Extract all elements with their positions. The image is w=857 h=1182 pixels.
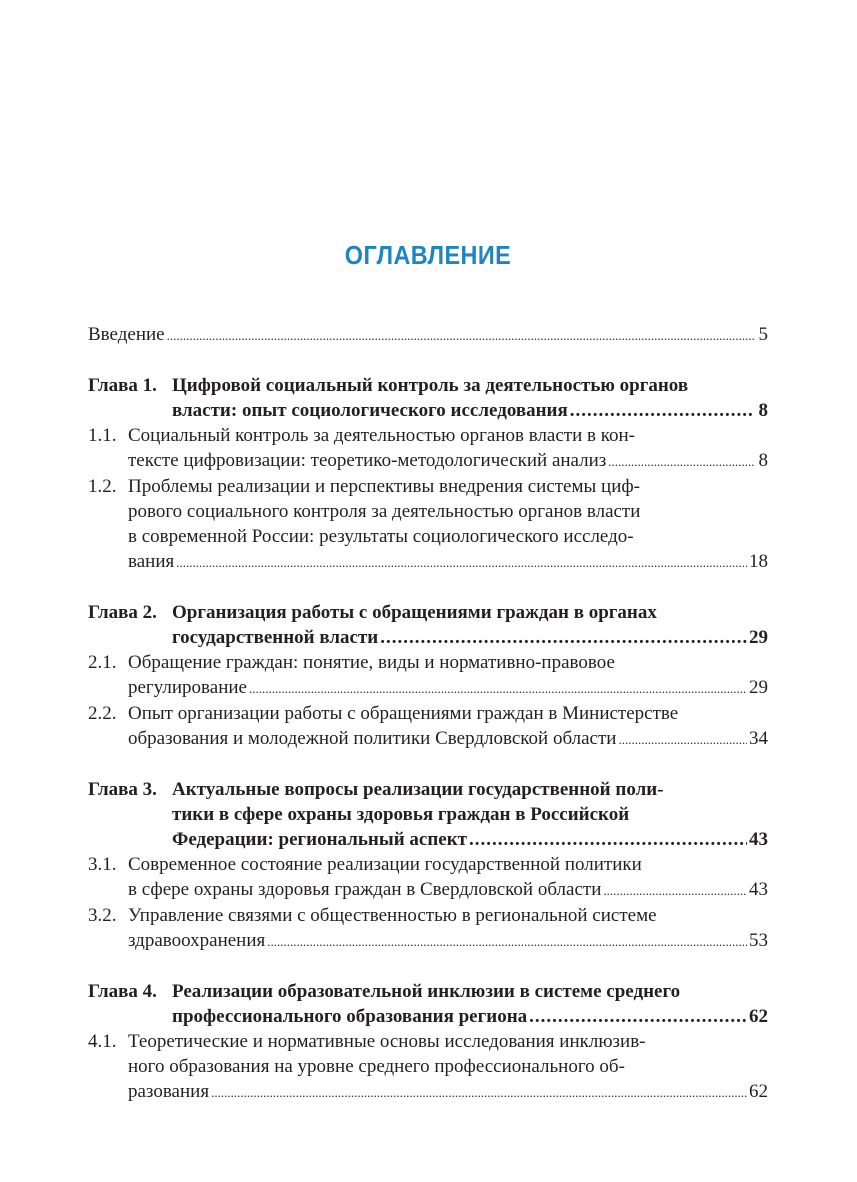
section-number: 1.1.: [88, 425, 117, 446]
section-title-line: здравоохранения: [128, 930, 266, 951]
toc-chapter-4[interactable]: [88, 979, 768, 1029]
dot-leader: [211, 1079, 747, 1105]
chapter-title-line: Организация работы с обращениями граждан в органах: [172, 602, 657, 623]
dot-leader: [603, 877, 747, 903]
toc-section-2-2[interactable]: [88, 701, 768, 752]
page-title: ОГЛАВЛЕНИЕ: [344, 240, 512, 270]
section-number: 2.2.: [88, 703, 117, 724]
section-title-line: в сфере охраны здоровья граждан в Свердловской области: [128, 879, 602, 900]
chapter-title-line: Цифровой социальный контроль за деятельностью органов: [172, 375, 689, 396]
section-number: 4.1.: [88, 1031, 117, 1052]
dot-leader: [249, 675, 747, 701]
section-title-line: в современной России: результаты социологического исследо-: [128, 526, 634, 547]
toc-page-number: 29: [749, 677, 768, 698]
chapter-label: Глава 1.: [88, 375, 157, 396]
chapter-label: Глава 2.: [88, 602, 157, 623]
toc-page-number: 53: [749, 930, 768, 951]
toc-page-number: 8: [758, 450, 768, 471]
chapter-title-line: власти: опыт социологического исследования: [172, 400, 568, 421]
toc-entry-text: Введение: [88, 324, 165, 345]
toc-page-number: 18: [749, 551, 768, 572]
section-title-line: Проблемы реализации и перспективы внедрения системы циф-: [128, 476, 640, 497]
table-of-contents: [88, 322, 768, 1105]
dot-leader: [469, 827, 747, 852]
chapter-label: Глава 4.: [88, 981, 157, 1002]
chapter-title-line: Реализации образовательной инклюзии в системе среднего: [172, 981, 681, 1002]
section-number: 1.2.: [88, 476, 117, 497]
toc-page-number: 29: [749, 627, 768, 648]
toc-page-number: 5: [758, 324, 768, 345]
section-title-line: Социальный контроль за деятельностью органов власти в кон-: [128, 425, 636, 446]
toc-page-number: 62: [749, 1006, 768, 1027]
spacer: [88, 575, 768, 600]
section-number: 3.1.: [88, 854, 117, 875]
section-number: 3.2.: [88, 905, 117, 926]
toc-page-number: 62: [749, 1081, 768, 1102]
section-title-line: вания: [128, 551, 175, 572]
section-title-line: ного образования на уровне среднего профессионального об-: [128, 1056, 625, 1077]
section-title-line: разования: [128, 1081, 210, 1102]
spacer: [88, 954, 768, 979]
toc-section-2-1[interactable]: [88, 650, 768, 701]
section-title-line: Обращение граждан: понятие, виды и нормативно-правовое: [128, 652, 615, 673]
toc-page-number: 43: [749, 829, 768, 850]
spacer: [88, 348, 768, 373]
section-number: 2.1.: [88, 652, 117, 673]
section-title-line: тексте цифровизации: теоретико-методологический анализ: [128, 450, 607, 471]
dot-leader: [167, 322, 754, 348]
toc-section-3-2[interactable]: [88, 903, 768, 954]
dot-leader: [380, 625, 747, 650]
chapter-title-line: Федерации: региональный аспект: [172, 829, 468, 850]
section-title-line: рового социального контроля за деятельностью органов власти: [128, 501, 641, 522]
section-title-line: Современное состояние реализации государственной политики: [128, 854, 642, 875]
section-title-line: Управление связями с общественностью в региональной системе: [128, 905, 657, 926]
chapter-title-line: Актуальные вопросы реализации государственной поли-: [172, 779, 664, 800]
dot-leader: [618, 726, 747, 752]
dot-leader: [570, 398, 754, 423]
dot-leader: [176, 549, 747, 575]
dot-leader: [267, 928, 747, 954]
dot-leader: [608, 448, 754, 474]
toc-section-1-2[interactable]: [88, 474, 768, 575]
section-title-line: регулирование: [128, 677, 247, 698]
toc-page-number: 34: [749, 728, 768, 749]
spacer: [88, 752, 768, 777]
chapter-title-line: государственной власти: [172, 627, 379, 648]
chapter-title-line: профессионального образования региона: [172, 1006, 528, 1027]
chapter-label: Глава 3.: [88, 779, 157, 800]
toc-chapter-3[interactable]: [88, 777, 768, 852]
toc-section-3-1[interactable]: [88, 852, 768, 903]
section-title-line: Теоретические и нормативные основы исследования инклюзив-: [128, 1031, 646, 1052]
toc-page-number: 43: [749, 879, 768, 900]
toc-chapter-1[interactable]: [88, 373, 768, 423]
chapter-title-line: тики в сфере охраны здоровья граждан в Российской: [172, 804, 630, 825]
toc-chapter-2[interactable]: [88, 600, 768, 650]
toc-section-4-1[interactable]: [88, 1029, 768, 1105]
section-title-line: образования и молодежной политики Свердловской области: [128, 728, 617, 749]
section-title-line: Опыт организации работы с обращениями граждан в Министерстве: [128, 703, 679, 724]
dot-leader: [529, 1004, 747, 1029]
toc-section-1-1[interactable]: [88, 423, 768, 474]
toc-page-number: 8: [758, 400, 768, 421]
toc-entry-intro[interactable]: [88, 322, 768, 348]
